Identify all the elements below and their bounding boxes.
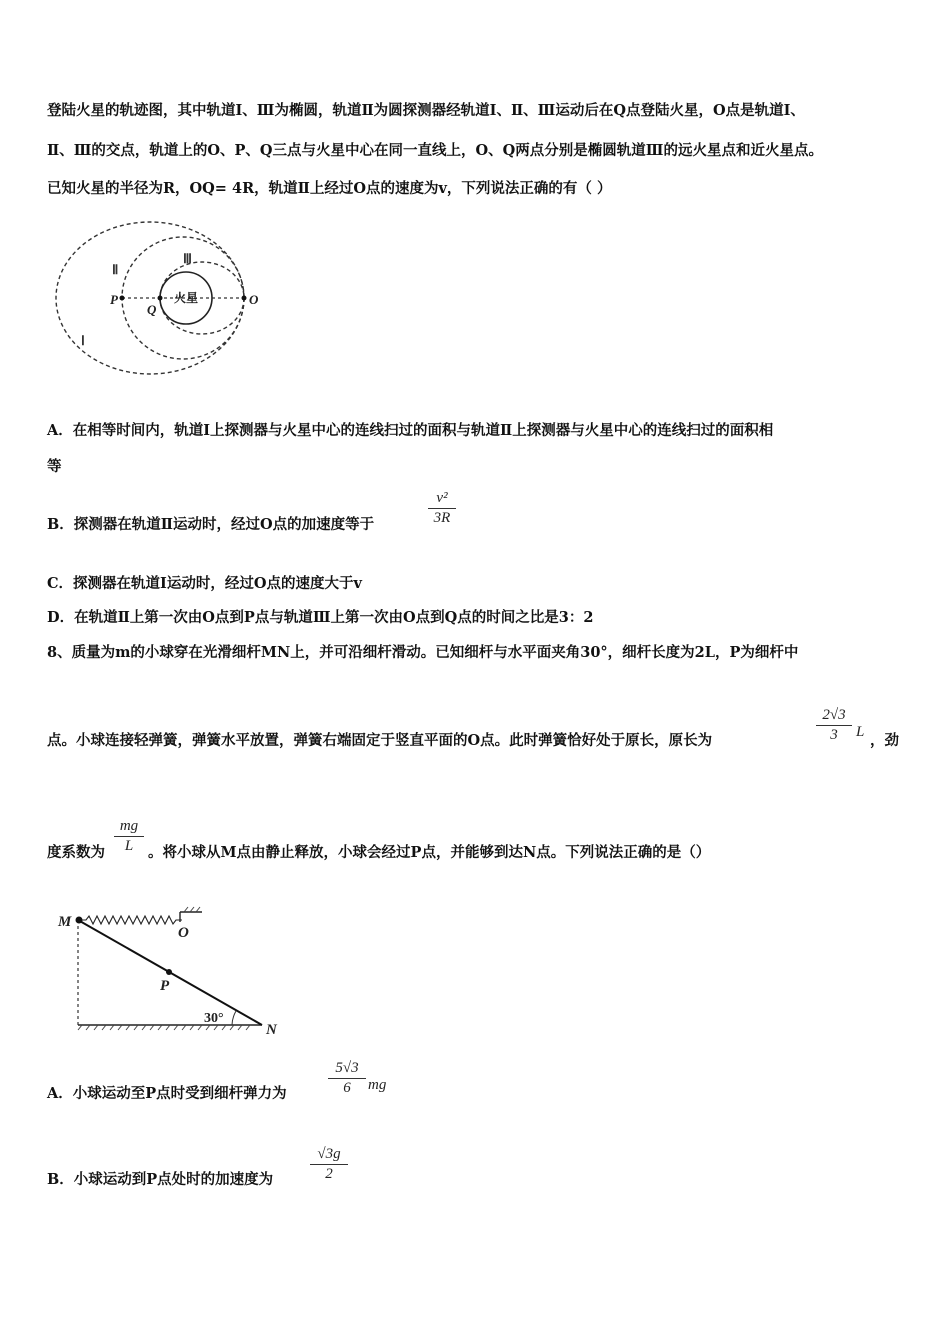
q7-option-b-numerator: v² <box>436 490 448 506</box>
q7-stem-line-3: 已知火星的半径为R，OQ= 4R，轨道Ⅱ上经过O点的速度为v，下列说法正确的有（ ） <box>47 180 612 197</box>
q8-option-b-text: B．小球运动到P点处时的加速度为 <box>47 1171 274 1188</box>
q7-option-c: C．探测器在轨道Ⅰ运动时，经过O点的速度大于v <box>47 575 362 592</box>
q8-option-a-text: A．小球运动至P点时受到细杆弹力为 <box>47 1085 287 1102</box>
point-o-label: O <box>249 292 259 307</box>
ball-m <box>76 917 83 924</box>
q8-option-b-numerator: √3g <box>317 1146 341 1162</box>
q8-length-numerator: 2√3 <box>822 707 846 723</box>
point-p-dot <box>166 969 172 975</box>
orbit-1-label: Ⅰ <box>81 333 85 348</box>
q8-length-unit: L <box>856 724 865 740</box>
q7-option-b-text: B．探测器在轨道Ⅱ运动时，经过O点的加速度等于 <box>47 516 375 533</box>
q7-option-d: D．在轨道Ⅱ上第一次由O点到P点与轨道Ⅲ上第一次由O点到Q点的时间之比是3：2 <box>47 609 594 626</box>
mars-label: 火星 <box>174 291 199 305</box>
q7-orbit-diagram <box>50 218 280 383</box>
orbit-3-label: Ⅲ <box>183 251 192 266</box>
q7-option-b-denominator: 3R <box>433 510 451 526</box>
fraction-bar <box>428 508 456 509</box>
q8-option-a-numerator: 5√3 <box>335 1060 359 1076</box>
support-hatch <box>184 907 200 912</box>
q8-length-fraction <box>816 707 852 744</box>
q8-stem-line-1: 8、质量为m的小球穿在光滑细杆MN上，并可沿细杆滑动。已知细杆与水平面夹角30°，细杆长度为2L，P为细杆中 <box>47 644 799 661</box>
q7-option-a-line-2: 等 <box>47 458 62 475</box>
orbit-1-ellipse <box>56 222 244 374</box>
angle-label: 30° <box>204 1011 224 1026</box>
point-p-label: P <box>110 292 118 307</box>
point-n-label: N <box>266 1022 277 1038</box>
spring <box>80 916 182 924</box>
q8-option-b-denominator: 2 <box>325 1166 333 1182</box>
point-q-label: Q <box>147 302 157 317</box>
point-p-label: P <box>160 978 170 994</box>
fraction-bar <box>310 1164 348 1165</box>
q8-stem-line-2: 点。小球连接轻弹簧，弹簧水平放置，弹簧右端固定于竖直平面的O点。此时弹簧恰好处于原长，原长为 <box>47 732 713 749</box>
q8-option-a-fraction <box>328 1060 366 1097</box>
q8-option-a-denominator: 6 <box>343 1080 351 1096</box>
q7-stem-line-2: Ⅱ、Ⅲ的交点，轨道上的O、P、Q三点与火星中心在同一直线上，O、Q两点分别是椭圆轨道Ⅲ的远火星点和近火星点。 <box>47 142 823 159</box>
q8-option-a-unit: mg <box>368 1077 387 1093</box>
point-o-dot <box>242 296 247 301</box>
fraction-bar <box>816 725 852 726</box>
q8-stem-line-3-end: 。将小球从M点由静止释放，小球会经过P点，并能够到达N点。下列说法正确的是（） <box>148 844 711 861</box>
q8-rod-diagram <box>52 900 292 1045</box>
fraction-bar <box>328 1078 366 1079</box>
q8-length-denominator: 3 <box>830 727 838 743</box>
q8-stiffness-fraction <box>114 818 144 855</box>
point-o-label: O <box>178 925 189 941</box>
q7-option-a-line-1: A．在相等时间内，轨道Ⅰ上探测器与火星中心的连线扫过的面积与轨道Ⅱ上探测器与火星中心的连线扫过的面积相 <box>47 422 774 439</box>
q8-option-b-fraction <box>310 1146 348 1183</box>
fraction-bar <box>114 836 144 837</box>
q8-stiffness-denominator: L <box>124 838 134 854</box>
q7-option-b-fraction <box>428 490 456 527</box>
q8-stem-line-3: 度系数为 <box>47 844 105 861</box>
point-q-dot <box>158 296 163 301</box>
q8-stiffness-numerator: mg <box>119 818 139 834</box>
q8-stem-line-2-end: ，劲 <box>870 732 899 749</box>
q7-stem-line-1: 登陆火星的轨迹图，其中轨道Ⅰ、Ⅲ为椭圆，轨道Ⅱ为圆探测器经轨道Ⅰ、Ⅱ、Ⅲ运动后在Q点登陆火星，O点是轨道Ⅰ、 <box>47 102 805 119</box>
orbit-2-label: Ⅱ <box>112 262 119 277</box>
angle-arc <box>232 1011 236 1025</box>
point-p-dot <box>120 296 125 301</box>
point-m-label: M <box>58 914 72 930</box>
